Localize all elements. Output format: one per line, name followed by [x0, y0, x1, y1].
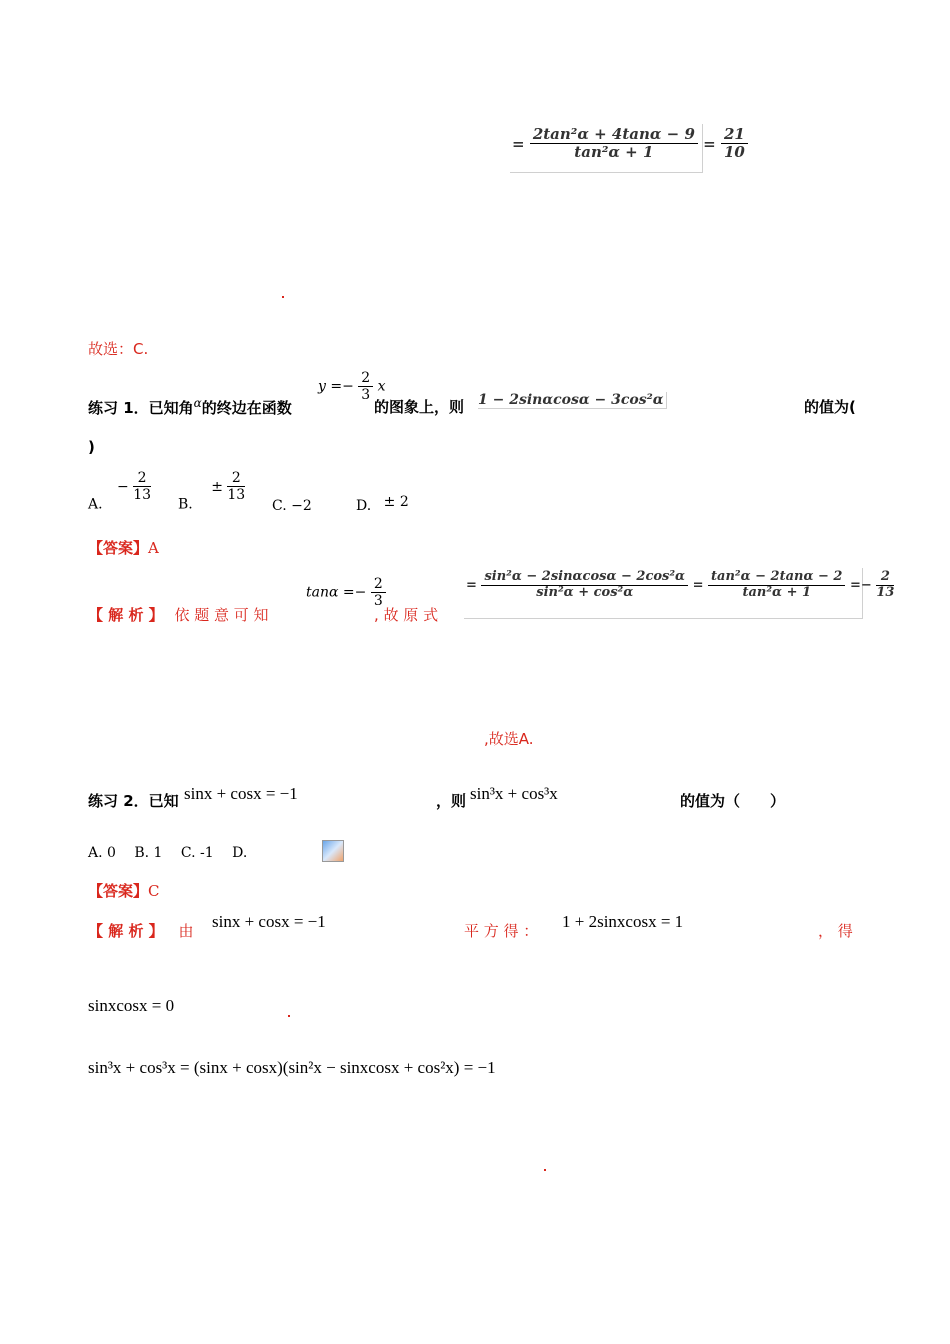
broken-image-icon	[322, 840, 344, 862]
ex1-option-d: D. ± 2	[356, 494, 409, 514]
ex1-analysis-2: , 故 原 式	[374, 606, 439, 624]
ex1-tail: 的值为(	[804, 398, 856, 416]
ex2-condition-2: sinx + cosx = −1	[212, 912, 326, 931]
ex1-option-a: A. − $\frac{2}{13}$	[88, 470, 152, 513]
ex2-result-2: sin³x + cos³x = (sinx + cosx)(sin²x − sinxcosx + cos²x) = −1	[88, 1058, 496, 1077]
ex1-analysis: 【 解 析 】 依 题 意 可 知	[88, 606, 269, 624]
ex2-tail: 的值为（ ）	[680, 792, 786, 810]
decor-dot	[288, 1015, 290, 1017]
ex2-options: A. 0 B. 1 C. -1 D.	[88, 845, 248, 861]
ex1-equation: = $\frac{\text{sin²α − 2sinαcosα − 2cos²α}}{\text{sin²α + cos²α}}$ = $\frac{\text{tan²α − 2tanα − 2}}{\text{tan²α + 1}}$ =− $\frac{2}{13}$	[466, 569, 895, 600]
ex1-expression: 1 − 2sinαcosα − 3cos²α	[478, 392, 667, 409]
ex1-function: y =− $\frac{2}{3}$ x	[318, 370, 386, 404]
conclusion-1: 故选：C.	[88, 340, 149, 358]
ex2-expression: sin³x + cos³x	[470, 784, 558, 803]
ex1-after: 的图象上，则	[374, 398, 465, 416]
ex2-square: 平 方 得 ：	[464, 922, 539, 940]
ex2-then: ，则	[436, 792, 467, 810]
ex1-option-b: B. ± $\frac{2}{13}$	[178, 470, 246, 513]
decor-dot	[282, 296, 284, 298]
ex1-tan: tanα =− $\frac{2}{3}$	[306, 576, 386, 609]
ex1-option-c: C. −2	[272, 498, 312, 514]
decor-dot	[544, 1169, 546, 1171]
ex2-answer: 【答案】C	[88, 882, 160, 900]
ex2-squared: 1 + 2sinxcosx = 1	[562, 912, 684, 931]
ex2-analysis: 【 解 析 】 由	[88, 922, 194, 940]
ex1-prefix: 练习 1．已知角$^\alpha$的终边在函数	[88, 396, 292, 417]
ex2-get: ， 得	[818, 922, 853, 940]
ex2-condition: sinx + cosx = −1	[184, 784, 298, 803]
ex1-close: )	[88, 438, 95, 456]
ex2-prefix: 练习 2．已知	[88, 792, 179, 810]
top-equation: = $\frac{\text{2tan²α + 4tanα − 9}}{\text{tan²α + 1}}$ = $\frac{21}{10}$	[512, 126, 748, 162]
ex1-answer: 【答案】A	[88, 539, 159, 557]
ex2-result-1: sinxcosx = 0	[88, 996, 175, 1015]
ex1-conclusion: ,故选A.	[484, 730, 534, 748]
